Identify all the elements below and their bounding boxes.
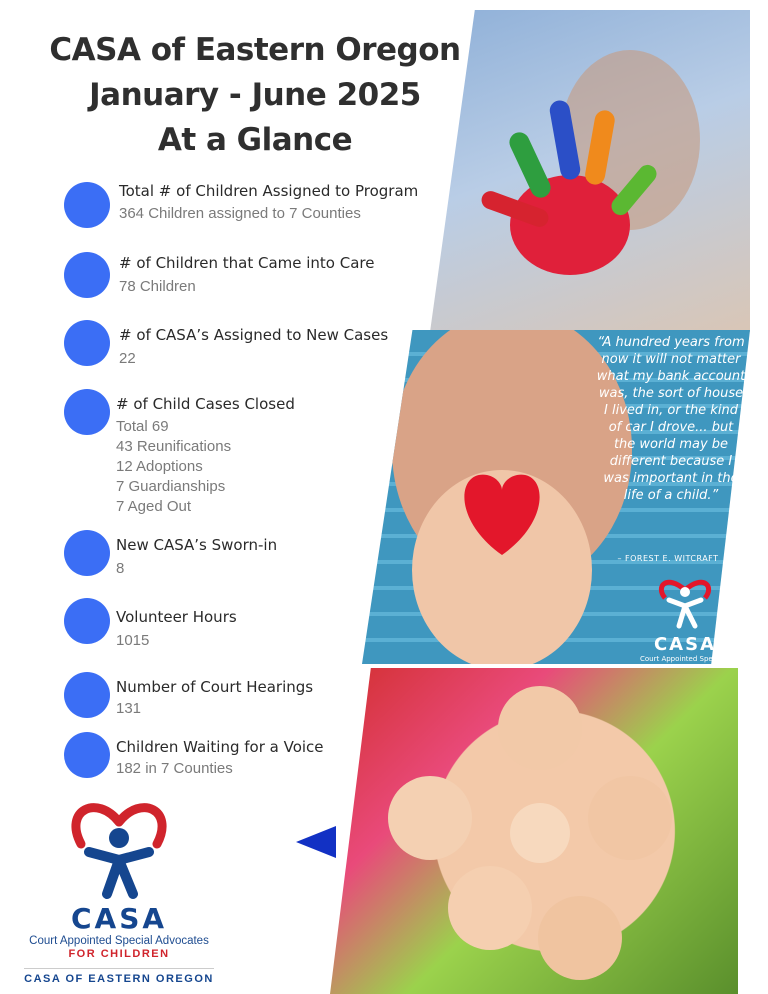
stat-value: 43 Reunifications [116,438,232,455]
stat-label: # of Children that Came into Care [119,254,375,272]
casa-logo-org-name: CASA OF EASTERN OREGON [24,973,214,985]
stat-value: 364 Children assigned to 7 Counties [119,205,361,222]
page-title [40,28,470,163]
photo-children-circle [330,668,738,994]
painted-hand-illustration [430,10,750,332]
casa-quote-logo-word: CASA [653,634,717,655]
stat-label: Volunteer Hours [116,608,237,626]
stat-value: 7 Guardianships [116,478,226,495]
title-line-1: CASA of Eastern Oregon [49,32,461,68]
casa-heart-figure-icon [69,796,169,900]
stat-value: 182 in 7 Counties [116,760,233,777]
quote-author: – FOREST E. WITCRAFT [617,554,719,563]
quote-text: “A hundred years from now it will not matter what my bank account was, the sort of house I lived in, or the kind of car I drove... but the world may be different because I was important in the life of a child.” [596,335,746,503]
stat-value: 131 [116,700,142,717]
stat-value: 12 Adoptions [116,458,203,475]
children-circle-illustration [330,668,738,994]
casa-quote-logo-subtitle: Court Appointed Special Advoca [640,655,753,663]
stat-value: 8 [116,560,125,577]
bullet-dot [64,732,110,778]
stat-label: Children Waiting for a Voice [116,738,324,756]
casa-logo [14,796,224,985]
title-line-3: At a Glance [157,122,353,158]
bullet-dot [64,598,110,644]
bullet-dot [64,530,110,576]
casa-quote-logo [640,572,753,663]
stat-label: Total # of Children Assigned to Program [119,182,419,200]
stat-label: New CASA’s Sworn-in [116,536,278,554]
stat-value: 22 [119,350,136,367]
casa-figure-icon [657,572,713,630]
stat-value: 78 Children [119,278,196,295]
stat-label: Number of Court Hearings [116,678,314,696]
title-line-2: January - June 2025 [89,77,421,113]
bullet-dot [64,389,110,435]
casa-logo-tagline: Court Appointed Special Advocates [29,935,209,947]
stat-label: # of Child Cases Closed [116,395,295,413]
photo-painted-hand [430,10,750,332]
bullet-dot [64,672,110,718]
bullet-dot [64,320,110,366]
logo-divider [24,968,214,969]
casa-logo-word: CASA [70,902,168,935]
decorative-triangle [296,826,336,858]
casa-logo-for-children: FOR CHILDREN [68,948,170,960]
stat-value: Total 69 [116,418,169,435]
bullet-dot [64,252,110,298]
stat-value: 1015 [116,632,150,649]
bullet-dot [64,182,110,228]
stat-value: 7 Aged Out [116,498,192,515]
stat-label: # of CASA’s Assigned to New Cases [119,326,389,344]
